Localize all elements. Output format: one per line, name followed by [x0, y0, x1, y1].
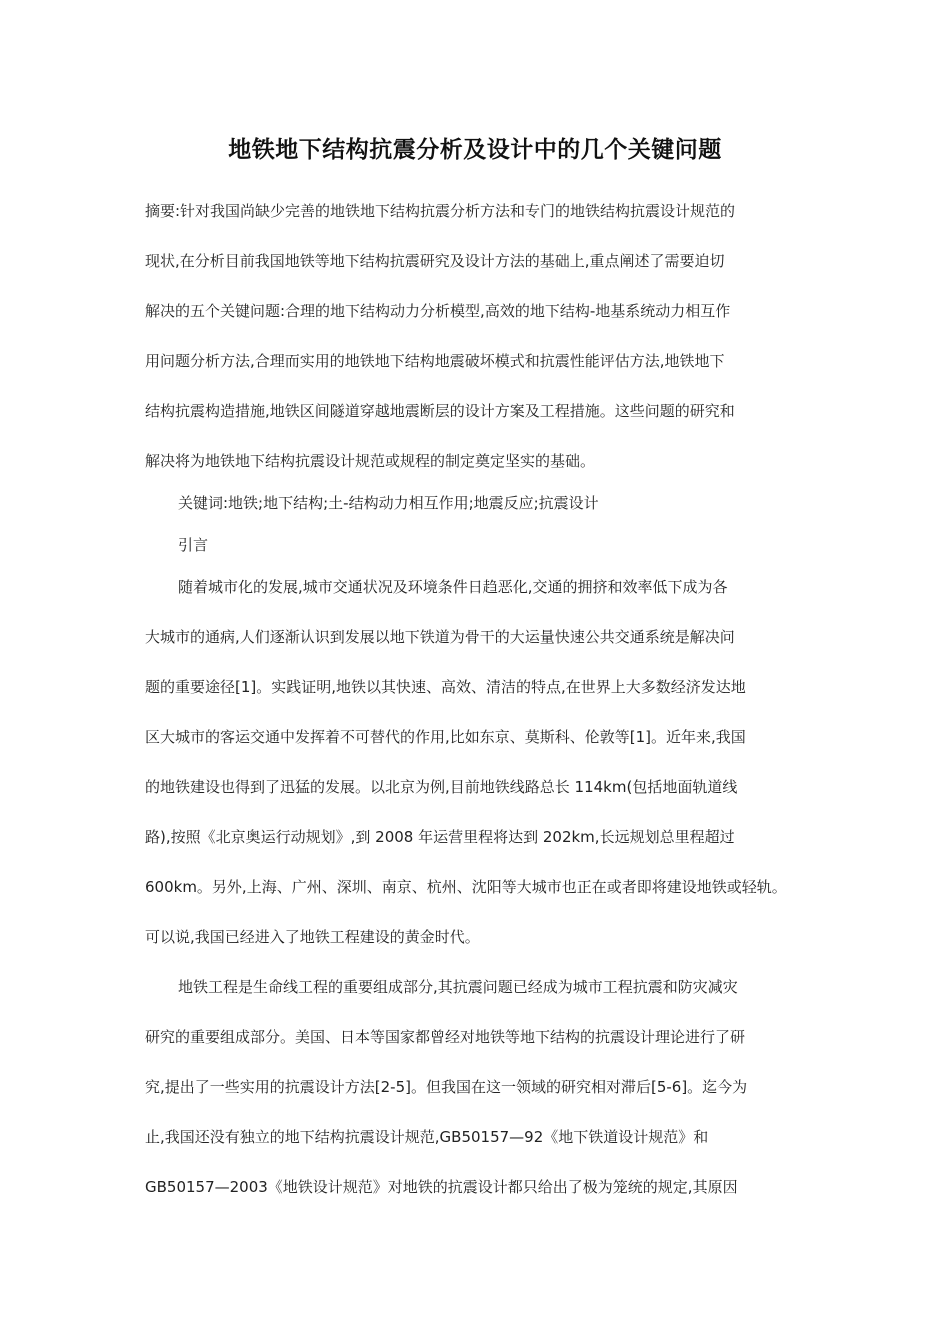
paragraph-line: 止,我国还没有独立的地下结构抗震设计规范,GB50157—92《地下铁道设计规范》和	[145, 1128, 709, 1146]
document-body	[145, 196, 817, 1222]
intro-heading: 引言	[178, 536, 209, 554]
abstract-line: 现状,在分析目前我国地铁等地下结构抗震研究及设计方法的基础上,重点阐述了需要迫切	[145, 252, 725, 270]
abstract-line: 结构抗震构造措施,地铁区间隧道穿越地震断层的设计方案及工程措施。这些问题的研究和	[145, 402, 735, 420]
abstract-line: 摘要:针对我国尚缺少完善的地铁地下结构抗震分析方法和专门的地铁结构抗震设计规范的	[145, 202, 736, 220]
paragraph-line: GB50157—2003《地铁设计规范》对地铁的抗震设计都只给出了极为笼统的规定,其原因	[145, 1178, 738, 1196]
paragraph-line: 可以说,我国已经进入了地铁工程建设的黄金时代。	[145, 928, 480, 946]
paragraph-line: 路),按照《北京奥运行动规划》,到 2008 年运营里程将达到 202km,长远规划总里程超过	[145, 828, 735, 846]
paragraph-line: 大城市的通病,人们逐渐认识到发展以地下铁道为骨干的大运量快速公共交通系统是解决问	[145, 628, 735, 646]
paragraph-line: 题的重要途径[1]。实践证明,地铁以其快速、高效、清洁的特点,在世界上大多数经济发达地	[145, 678, 746, 696]
paragraph-line: 区大城市的客运交通中发挥着不可替代的作用,比如东京、莫斯科、伦敦等[1]。近年来,我国	[145, 728, 746, 746]
abstract-line: 解决将为地铁地下结构抗震设计规范或规程的制定奠定坚实的基础。	[145, 452, 596, 470]
paragraph-line: 600km。另外,上海、广州、深圳、南京、杭州、沈阳等大城市也正在或者即将建设地铁或轻轨。	[145, 878, 787, 896]
paragraph-line: 地铁工程是生命线工程的重要组成部分,其抗震问题已经成为城市工程抗震和防灾减灾	[178, 978, 738, 996]
document-title: 地铁地下结构抗震分析及设计中的几个关键问题	[228, 137, 722, 163]
paragraph-line: 的地铁建设也得到了迅猛的发展。以北京为例,目前地铁线路总长 114km(包括地面轨道线	[145, 778, 738, 796]
abstract-line: 解决的五个关键问题:合理的地下结构动力分析模型,高效的地下结构-地基系统动力相互作	[145, 302, 731, 320]
paragraph-line: 究,提出了一些实用的抗震设计方法[2-5]。但我国在这一领域的研究相对滞后[5-6]。迄今为	[145, 1078, 748, 1096]
abstract-line: 用问题分析方法,合理而实用的地铁地下结构地震破坏模式和抗震性能评估方法,地铁地下	[145, 352, 725, 370]
keywords-line: 关键词:地铁;地下结构;土-结构动力相互作用;地震反应;抗震设计	[178, 494, 599, 512]
paragraph-line: 随着城市化的发展,城市交通状况及环境条件日趋恶化,交通的拥挤和效率低下成为各	[178, 578, 728, 596]
paragraph-line: 研究的重要组成部分。美国、日本等国家都曾经对地铁等地下结构的抗震设计理论进行了研	[145, 1028, 746, 1046]
